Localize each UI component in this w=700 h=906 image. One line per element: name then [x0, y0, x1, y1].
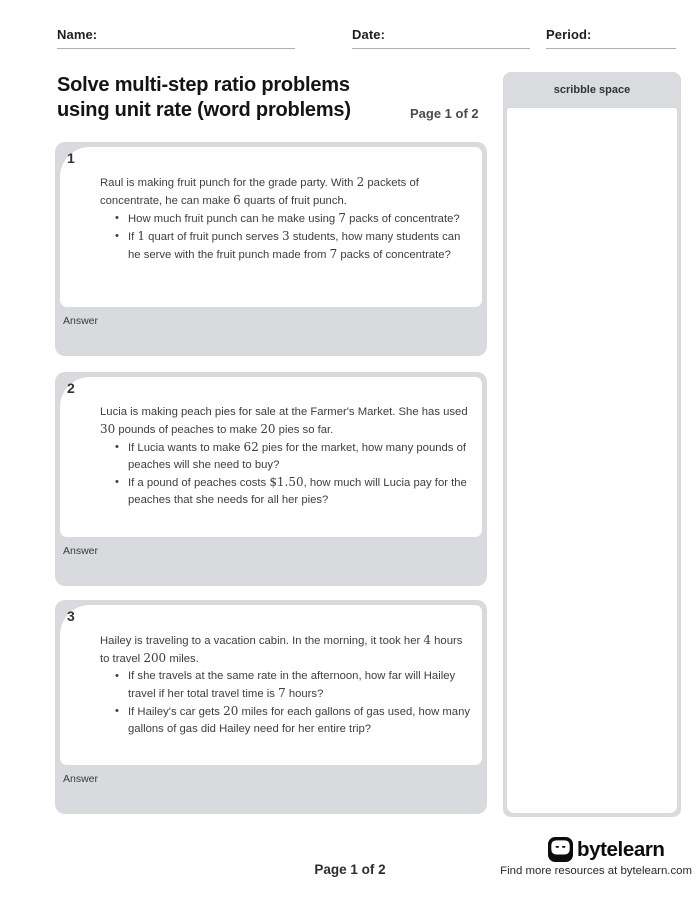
problem-3-content-box [60, 605, 482, 765]
problem-3-bullets [100, 668, 472, 738]
problem-3-answer-label: Answer [63, 773, 99, 785]
footer-page-number: Page 1 of 2 [314, 862, 386, 877]
footer-tagline: Find more resources at bytelearn.com [500, 865, 692, 877]
problem-1-bullet-2: • If 1 quart of fruit punch serves 3 students, how many students can he serve with the fruit punch made from 7 packs of concentrate? [115, 228, 472, 264]
problem-2-content-box [60, 377, 482, 537]
problem-card-1 [55, 142, 487, 356]
problem-2-answer-area[interactable] [60, 557, 482, 582]
bytelearn-wordmark: bytelearn [577, 838, 665, 861]
problem-3-text: Hailey is traveling to a vacation cabin. In the morning, it took her 4 hours to travel 200 miles. [100, 633, 463, 665]
problem-2-number: 2 [67, 380, 75, 396]
problem-1-bullets [100, 210, 472, 264]
scribble-space-header: scribble space [553, 84, 631, 96]
page-title [57, 73, 417, 123]
problem-card-3 [55, 600, 487, 814]
page-title-line1: Solve multi-step ratio problems [57, 74, 350, 96]
problem-2-text: Lucia is making peach pies for sale at the Farmer's Market. She has used 30 pounds of peaches to make 20 pies so far. [100, 406, 468, 436]
problem-1-content-box [60, 147, 482, 307]
page-indicator: Page 1 of 2 [410, 106, 479, 121]
problem-1-number: 1 [67, 150, 75, 166]
page-title-line2: using unit rate (word problems) [57, 99, 351, 121]
period-label: Period: [546, 27, 592, 42]
name-label: Name: [57, 27, 98, 42]
date-field[interactable] [352, 26, 530, 49]
problem-2-answer-label: Answer [63, 545, 99, 557]
problem-card-2 [55, 372, 487, 586]
problem-3-number: 3 [67, 608, 75, 624]
date-label: Date: [352, 27, 386, 42]
problem-1-text: Raul is making fruit punch for the grade party. With 2 packets of concentrate, he can make 6 quarts of fruit punch. [100, 175, 419, 207]
problem-1-answer-area[interactable] [60, 327, 482, 352]
problem-3-bullet-1: • If she travels at the same rate in the afternoon, how far will Hailey travel if her total travel time is 7 hours? [115, 668, 472, 703]
problem-2-bullet-2: • If a pound of peaches costs $1.50, how much will Lucia pay for the peaches that she needs for all her pies? [115, 474, 472, 509]
problem-2-bullet-1: • If Lucia wants to make 62 pies for the market, how many pounds of peaches will she need to buy? [115, 439, 472, 474]
period-field[interactable] [546, 26, 676, 49]
name-field[interactable] [57, 26, 295, 49]
problem-1-answer-label: Answer [63, 315, 99, 327]
problem-3-bullet-2: • If Hailey's car gets 20 miles for each gallons of gas used, how many gallons of gas did Hailey need for her entire trip? [115, 703, 472, 738]
scribble-space-panel [503, 72, 681, 817]
scribble-space-area[interactable] [507, 108, 677, 813]
problem-1-bullet-1: • How much fruit punch can he make using 7 packs of concentrate? [115, 210, 472, 228]
bytelearn-logo-icon [548, 837, 573, 862]
problem-2-bullets [100, 439, 472, 509]
problem-3-answer-area[interactable] [60, 785, 482, 810]
